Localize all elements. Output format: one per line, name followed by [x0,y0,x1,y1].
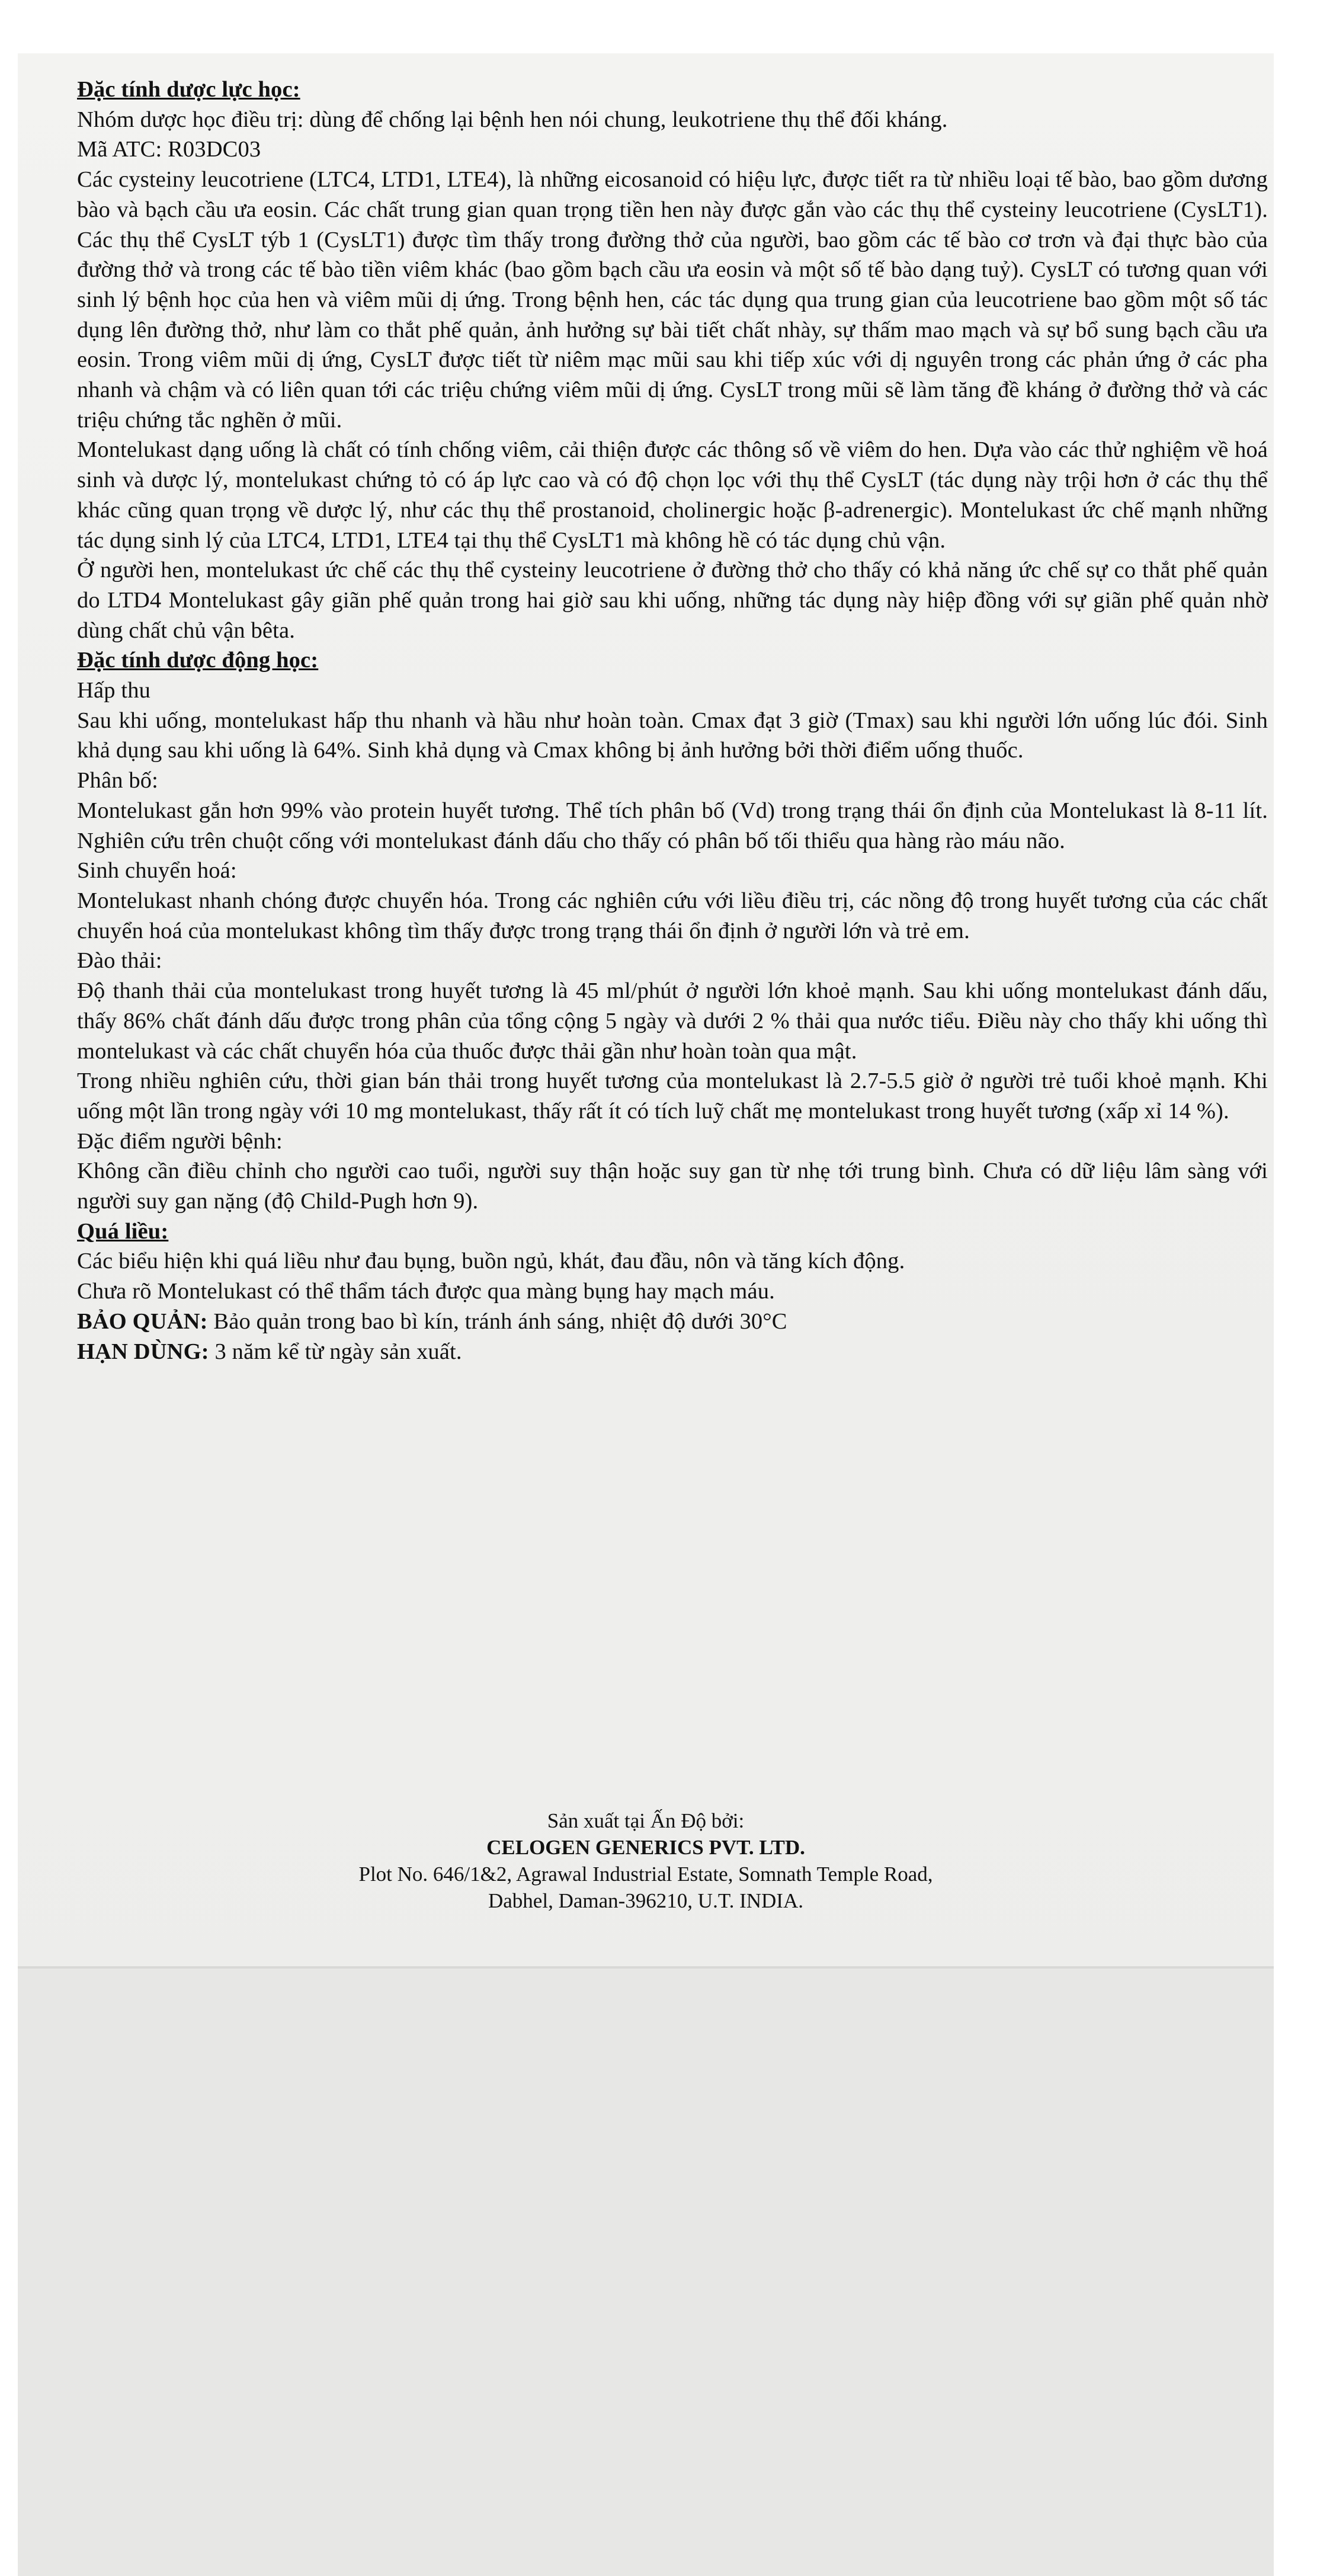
distribution-text: Montelukast gắn hơn 99% vào protein huyết tương. Thể tích phân bố (Vd) trong trạng thái ổn định của Montelukast là 8-11 lít. Nghiên cứu trên chuột cống với montelukast đánh dấu cho thấy có phân bố tối thiểu qua hàng rào máu não. [77,798,1268,853]
storage-text: Bảo quản trong bao bì kín, tránh ánh sáng, nhiệt độ dưới 30°C [213,1308,787,1334]
shelf-life-line [77,1337,1268,1367]
storage-label: BẢO QUẢN: [77,1308,208,1334]
absorption-text: Sau khi uống, montelukast hấp thu nhanh và hầu như hoàn toàn. Cmax đạt 3 giờ (Tmax) sau khi người lớn uống lúc đói. Sinh khả dụng sau khi uống là 64%. Sinh khả dụng và Cmax không bị ảnh hưởng bởi thời điểm uống thuốc. [77,708,1268,763]
pharmacodynamics-paragraph: Các cysteiny leucotriene (LTC4, LTD1, LTE4), là những eicosanoid có hiệu lực, được tiết ra từ nhiều loại tế bào, bao gồm dương bào và bạch cầu ưa eosin. Các chất trung gian quan trọng tiền hen này được gắn vào các thụ thể cysteiny leucotriene (CysLT1). Các thụ thể CysLT týb 1 (CysLT1) được tìm thấy trong đường thở của người, bao gồm các tế bào cơ trơn và đại thực bào của đường thở và trong các tế bào tiền viêm khác (bao gồm bạch cầu ưa eosin và một số tế bào dạng tuỷ). CysLT có tương quan với sinh lý bệnh học của hen và viêm mũi dị ứng. Trong bệnh hen, các tác dụng qua trung gian của leucotriene bao gồm một số tác dụng lên đường thở, như làm co thắt phế quản, ảnh hưởng sự bài tiết chất nhày, sự thấm mao mạch và sự bổ sung bạch cầu ưa eosin. Trong viêm mũi dị ứng, CysLT được tiết từ niêm mạc mũi sau khi tiếp xúc với dị nguyên trong các phản ứng ở các pha nhanh và chậm và có liên quan tới các triệu chứng viêm mũi dị ứng. CysLT trong mũi sẽ làm tăng đề kháng ở đường thở và các triệu chứng tắc nghẽn ở mũi. [77,167,1268,433]
address-line: Dabhel, Daman-396210, U.T. INDIA. [488,1889,803,1912]
storage-line [77,1307,1268,1337]
pharmacodynamics-paragraph: Montelukast dạng uống là chất có tính chống viêm, cải thiện được các thông số về viêm do hen. Dựa vào các thử nghiệm về hoá sinh và dược lý, montelukast chứng tỏ có áp lực cao và có độ chọn lọc với thụ thể CysLT (tác dụng này trội hơn ở các thụ thể khác cũng quan trọng về dược lý, như các thụ thể prostanoid, cholinergic hoặc β-adrenergic). Montelukast ức chế mạnh những tác dụng sinh lý của LTC4, LTD1, LTE4 tại thụ thể CysLT1 mà không hề có tác dụng chủ vận. [77,437,1268,553]
patient-characteristics-heading: Đặc điểm người bệnh: [77,1128,283,1154]
overdose-line: Các biểu hiện khi quá liều như đau bụng, buồn ngủ, khát, đau đầu, nôn và tăng kích động. [77,1249,905,1274]
elimination-heading: Đào thải: [77,948,162,974]
elimination-text-2: Trong nhiều nghiên cứu, thời gian bán thải trong huyết tương của montelukast là 2.7-5.5 giờ ở người trẻ tuổi khoẻ mạnh. Khi uống một lần trong ngày với 10 mg montelukast, thấy rất ít có tích luỹ chất mẹ montelukast trong huyết tương (xấp xỉ 14 %). [77,1068,1268,1124]
leaflet-page [18,53,1274,2576]
leaflet-text [77,75,1268,1367]
patient-characteristics-text: Không cần điều chỉnh cho người cao tuổi, người suy thận hoặc suy gan từ nhẹ tới trung bình. Chưa có dữ liệu lâm sàng với người suy gan nặng (độ Child-Pugh hơn 9). [77,1159,1268,1214]
shelf-life-text: 3 năm kể từ ngày sản xuất. [214,1339,462,1364]
atc-code: Mã ATC: R03DC03 [77,137,261,162]
pharmacodynamics-paragraph: Nhóm dược học điều trị: dùng để chống lại bệnh hen nói chung, leukotriene thụ thể đối kháng. [77,107,948,132]
absorption-heading: Hấp thu [77,678,151,703]
blank-lower-panel [18,1969,1274,2576]
pharmacodynamics-paragraph: Ở người hen, montelukast ức chế các thụ thể cysteiny leucotriene ở đường thở cho thấy có khả năng ức chế sự co thắt phế quản do LTD4 Montelukast gây giãn phế quản trong hai giờ sau khi uống, những tác dụng này hiệp đồng với sự giãn phế quản nhờ dùng chất chủ vận bêta. [77,558,1268,643]
made-in-label: Sản xuất tại Ấn Độ bởi: [547,1809,745,1832]
shelf-life-label: HẠN DÙNG: [77,1339,209,1364]
overdose-title: Quá liều: [77,1218,169,1244]
company-name: CELOGEN GENERICS PVT. LTD. [486,1836,805,1859]
metabolism-heading: Sinh chuyển hoá: [77,858,237,884]
metabolism-text: Montelukast nhanh chóng được chuyển hóa. Trong các nghiên cứu với liều điều trị, các nồng độ trong huyết tương của các chất chuyển hoá của montelukast không tìm thấy được trong trạng thái ổn định ở người lớn và trẻ em. [77,888,1268,943]
elimination-text: Độ thanh thải của montelukast trong huyết tương là 45 ml/phút ở người lớn khoẻ mạnh. Sau khi uống montelukast đánh dấu, thấy 86% chất đánh dấu được trong phân của tổng cộng 5 ngày và dưới 2 % thải qua nước tiểu. Điều này cho thấy khi uống thì montelukast và các chất chuyển hóa của thuốc được thải gần như hoàn toàn qua mật. [77,978,1268,1064]
address-line: Plot No. 646/1&2, Agrawal Industrial Estate, Somnath Temple Road, [358,1863,933,1886]
pharmacokinetics-title: Đặc tính dược động học: [77,648,319,673]
distribution-heading: Phân bố: [77,768,159,793]
overdose-line: Chưa rõ Montelukast có thể thẩm tách được qua màng bụng hay mạch máu. [77,1279,775,1304]
manufacturer-block [18,1807,1274,1914]
pharmacodynamics-title: Đặc tính dược lực học: [77,77,300,102]
